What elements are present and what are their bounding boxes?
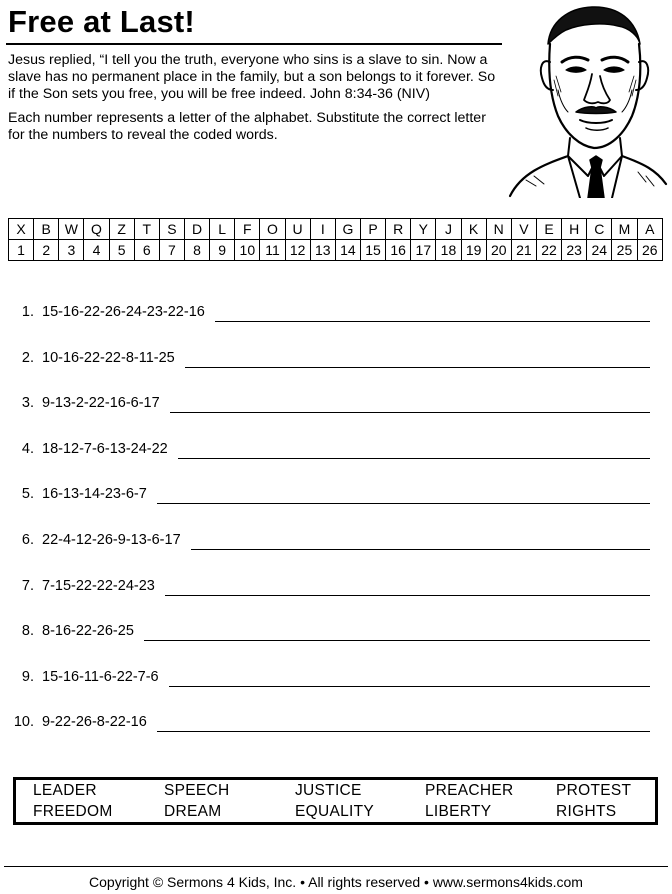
puzzle-code: 15-16-11-6-22-7-6 (42, 668, 159, 685)
cipher-number-cell: 15 (360, 240, 385, 261)
cipher-number-cell: 2 (34, 240, 59, 261)
word-bank-item: EQUALITY (295, 803, 375, 820)
puzzle-number: 10. (13, 714, 34, 731)
answer-line[interactable] (215, 321, 650, 322)
answer-line[interactable] (144, 640, 650, 641)
cipher-letter-cell: V (511, 219, 536, 240)
cipher-letter-cell: R (386, 219, 411, 240)
puzzle-item (0, 348, 672, 378)
cipher-letter-cell: Y (411, 219, 436, 240)
word-bank-item: SPEECH (164, 782, 230, 799)
cipher-number-cell: 14 (335, 240, 360, 261)
copyright-footer: Copyright © Sermons 4 Kids, Inc. • All rights reserved • www.sermons4kids.com (89, 874, 583, 890)
cipher-number-cell: 16 (386, 240, 411, 261)
cipher-number-cell: 13 (310, 240, 335, 261)
puzzle-item (0, 439, 672, 469)
puzzle-number: 5. (21, 486, 34, 503)
puzzle-item (0, 712, 672, 742)
cipher-number-cell: 9 (210, 240, 235, 261)
cipher-letter-cell: F (235, 219, 260, 240)
cipher-letter-cell: G (335, 219, 360, 240)
puzzle-code: 7-15-22-22-24-23 (42, 577, 155, 594)
answer-line[interactable] (185, 367, 650, 368)
word-bank-item: DREAM (164, 803, 222, 820)
puzzle-item (0, 484, 672, 514)
footer-divider (4, 866, 668, 867)
puzzle-code: 9-13-2-22-16-6-17 (42, 395, 160, 412)
puzzle-code: 18-12-7-6-13-24-22 (42, 440, 168, 457)
answer-line[interactable] (157, 731, 650, 732)
cipher-letter-cell: L (210, 219, 235, 240)
cipher-letter-cell: J (436, 219, 461, 240)
cipher-number-cell: 25 (612, 240, 637, 261)
cipher-number-cell: 1 (9, 240, 34, 261)
cipher-letter-cell: O (260, 219, 285, 240)
cipher-number-cell: 20 (486, 240, 511, 261)
cipher-number-cell: 11 (260, 240, 285, 261)
puzzle-code: 9-22-26-8-22-16 (42, 714, 147, 731)
cipher-letter-row (9, 219, 663, 240)
answer-line[interactable] (178, 458, 650, 459)
instructions: Each number represents a letter of the alphabet. Substitute the correct letter for the numbers to reveal the coded words. (8, 109, 486, 143)
cipher-number-cell: 12 (285, 240, 310, 261)
word-bank-item: RIGHTS (556, 803, 617, 820)
answer-line[interactable] (191, 549, 650, 550)
cipher-letter-cell: N (486, 219, 511, 240)
answer-line[interactable] (169, 686, 650, 687)
puzzle-item (0, 621, 672, 651)
puzzle-number: 4. (21, 440, 34, 457)
puzzle-item (0, 576, 672, 606)
cipher-number-cell: 4 (84, 240, 109, 261)
cipher-number-cell: 7 (159, 240, 184, 261)
word-bank-item: JUSTICE (295, 782, 362, 799)
cipher-number-cell: 26 (637, 240, 662, 261)
puzzle-code: 16-13-14-23-6-7 (42, 486, 147, 503)
answer-line[interactable] (157, 503, 650, 504)
word-bank-item: LEADER (33, 782, 97, 799)
word-bank-item: PROTEST (556, 782, 632, 799)
answer-line[interactable] (170, 412, 650, 413)
cipher-letter-cell: X (9, 219, 34, 240)
puzzle-code: 10-16-22-22-8-11-25 (42, 349, 175, 366)
cipher-number-cell: 10 (235, 240, 260, 261)
cipher-letter-cell: P (360, 219, 385, 240)
cipher-number-cell: 6 (134, 240, 159, 261)
cipher-letter-cell: S (159, 219, 184, 240)
puzzle-number: 6. (21, 532, 34, 548)
puzzle-number: 1. (21, 304, 34, 320)
puzzle-number: 9. (21, 668, 34, 685)
cipher-number-cell: 3 (59, 240, 84, 261)
cipher-number-cell: 8 (184, 240, 209, 261)
cipher-number-cell: 5 (109, 240, 134, 261)
cipher-letter-cell: B (34, 219, 59, 240)
puzzle-item (0, 667, 672, 697)
cipher-number-cell: 19 (461, 240, 486, 261)
cipher-letter-cell: Z (109, 219, 134, 240)
answer-line[interactable] (165, 595, 650, 596)
cipher-letter-cell: I (310, 219, 335, 240)
cipher-number-row (9, 240, 663, 261)
puzzle-item (0, 530, 672, 560)
cipher-number-cell: 22 (536, 240, 561, 261)
cipher-letter-cell: E (536, 219, 561, 240)
cipher-letter-cell: D (184, 219, 209, 240)
cipher-letter-cell: W (59, 219, 84, 240)
cipher-key-table (8, 218, 663, 261)
cipher-number-cell: 24 (587, 240, 612, 261)
cipher-letter-cell: Q (84, 219, 109, 240)
cipher-number-cell: 17 (411, 240, 436, 261)
cipher-letter-cell: C (587, 219, 612, 240)
page-title: Free at Last! (8, 4, 195, 39)
word-bank-item: FREEDOM (33, 803, 113, 820)
cipher-letter-cell: A (637, 219, 662, 240)
cipher-letter-cell: H (562, 219, 587, 240)
puzzle-number: 8. (21, 623, 34, 640)
cipher-letter-cell: U (285, 219, 310, 240)
cipher-number-cell: 18 (436, 240, 461, 261)
puzzle-item (0, 302, 672, 332)
cipher-letter-cell: K (461, 219, 486, 240)
scripture-verse: Jesus replied, “I tell you the truth, everyone who sins is a slave to sin. Now a slave has no permanent place in the family, but a son belongs to it forever. So if the Son sets you free, you will be free indeed. John 8:34-36 (NIV) (8, 52, 496, 103)
cipher-letter-cell: T (134, 219, 159, 240)
puzzle-code: 8-16-22-26-25 (42, 623, 134, 640)
portrait-illustration (506, 0, 668, 198)
puzzle-number: 7. (21, 577, 34, 594)
word-bank (13, 777, 658, 825)
cipher-letter-cell: M (612, 219, 637, 240)
cipher-number-cell: 23 (562, 240, 587, 261)
puzzle-code: 15-16-22-26-24-23-22-16 (42, 304, 205, 320)
puzzle-item (0, 393, 672, 423)
puzzle-number: 2. (21, 349, 34, 366)
puzzle-code: 22-4-12-26-9-13-6-17 (42, 532, 181, 548)
title-divider (6, 43, 502, 45)
cipher-number-cell: 21 (511, 240, 536, 261)
intro-text (8, 52, 504, 144)
puzzle-number: 3. (21, 395, 34, 412)
word-bank-item: LIBERTY (425, 803, 492, 820)
word-bank-item: PREACHER (425, 782, 514, 799)
